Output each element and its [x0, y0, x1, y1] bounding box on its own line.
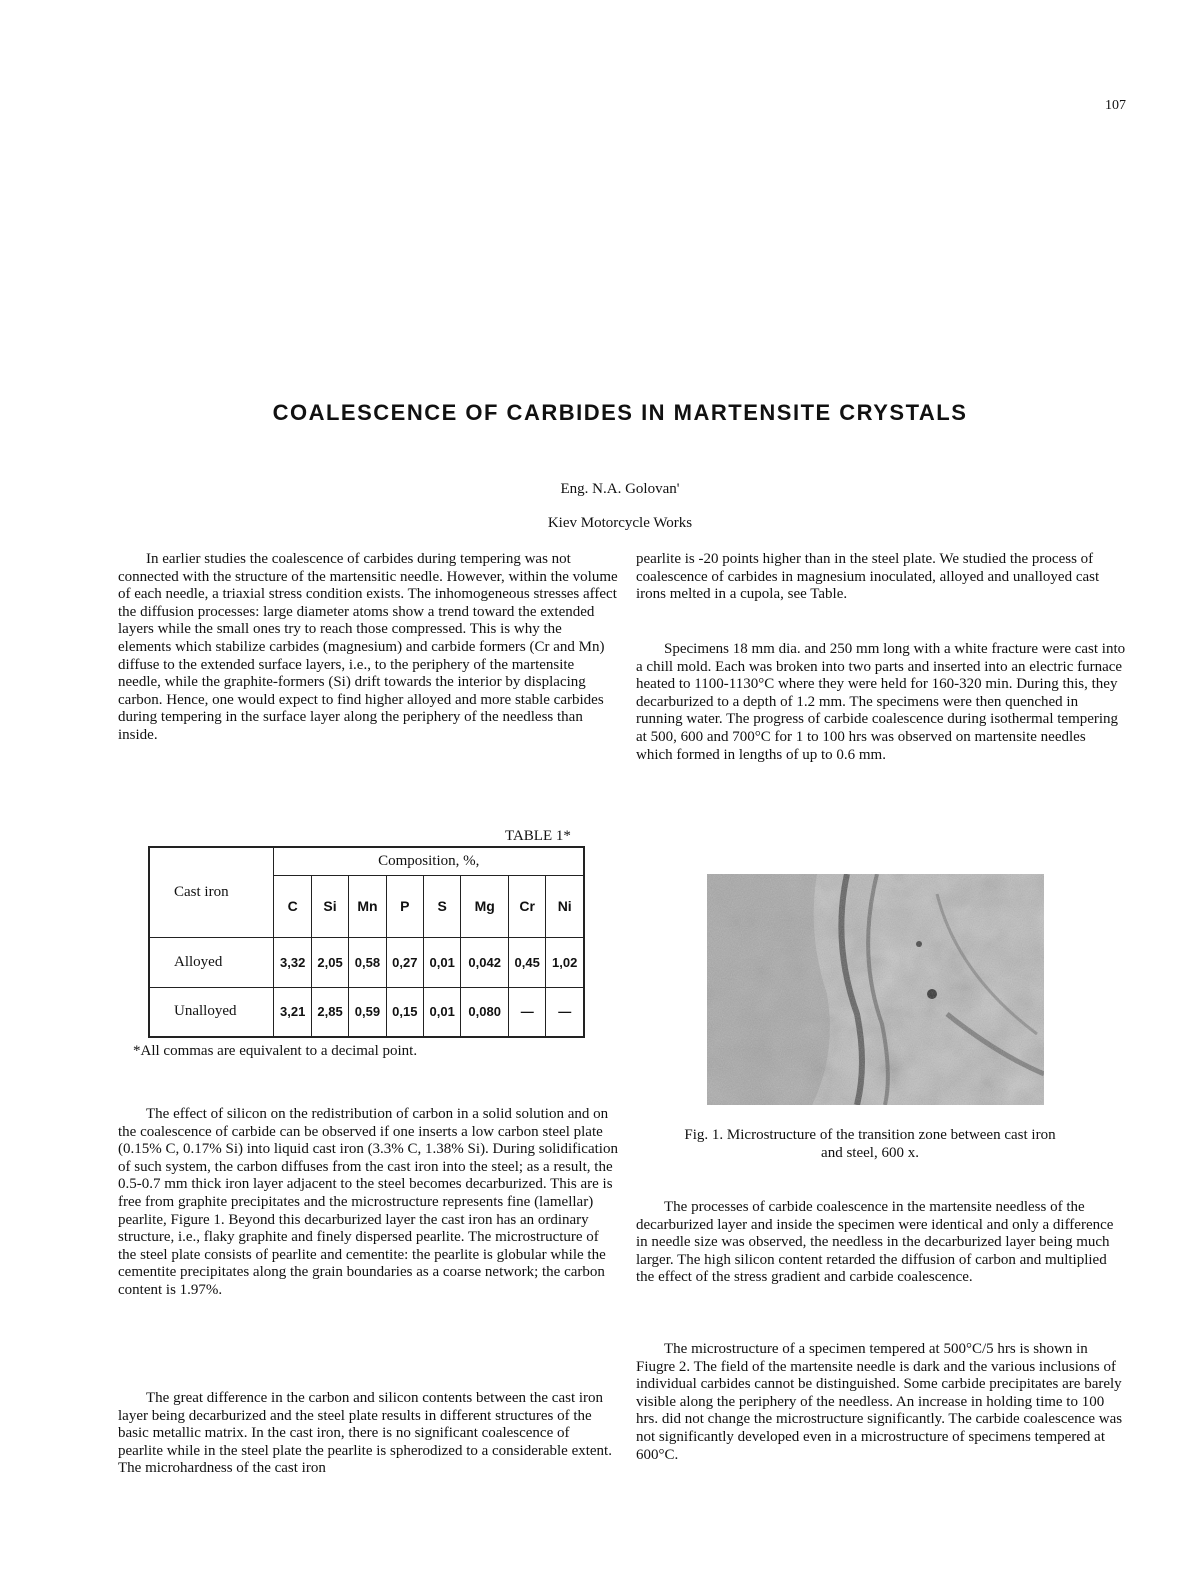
article-title: COALESCENCE OF CARBIDES IN MARTENSITE CRYSTALS	[272, 400, 968, 425]
table-caption: TABLE 1*	[505, 828, 571, 844]
right-column-paragraph-1: pearlite is -20 points higher than in the steel plate. We studied the process of coalescence of carbides in magnesium inoculated, alloyed and unalloyed cast irons melted in a cupola, see Table.	[636, 551, 1100, 603]
right-column-paragraph-4: The microstructure of a specimen tempered at 500°C/5 hrs is shown in Fiugre 2. The field of the martensite needle is dark and the various inclusions of individual carbides cannot be distinguished. Some carbide precipitates are barely visible along the periphery of the needless. An increase in holding time to 100 hrs. did not change the microstructure significantly. The carbide coalescence was not significantly developed even in a microstructure of specimens tempered at 600°C.	[636, 1341, 1123, 1463]
table-col-header: Mn	[349, 875, 386, 937]
table-col-header: P	[386, 875, 423, 937]
table-cell: 0,15	[386, 987, 423, 1037]
table-footnote: *All commas are equivalent to a decimal point.	[133, 1043, 418, 1059]
table-cell: 0,27	[386, 937, 423, 987]
right-column-paragraph-3: The processes of carbide coalescence in the martensite needless of the decarburized layer and inside the specimen were identical and only a difference in needle size was observed, the needless in the decarburized layer being much larger. The high silicon content retarded the diffusion of carbon and multiplied the effect of the stress gradient and carbide coalescence.	[636, 1199, 1114, 1286]
table-cell: 0,01	[423, 987, 460, 1037]
page-number: 107	[1105, 98, 1126, 113]
microstructure-photo	[707, 874, 1044, 1105]
table-cell: 3,21	[274, 987, 311, 1037]
table-cell: 0,080	[461, 987, 509, 1037]
table-col-header: Mg	[461, 875, 509, 937]
table-cell: 1,02	[546, 937, 584, 987]
table-col-header: Ni	[546, 875, 584, 937]
table-group-header: Composition, %,	[274, 847, 584, 875]
table-col-header: Si	[311, 875, 348, 937]
table-cell: 0,58	[349, 937, 386, 987]
table-col-header: Cr	[509, 875, 546, 937]
table-col-header: C	[274, 875, 311, 937]
table-cell: 0,01	[423, 937, 460, 987]
table-col-header: S	[423, 875, 460, 937]
table-row	[149, 937, 584, 987]
author: Eng. N.A. Golovan'	[560, 481, 680, 497]
table-cell: 2,85	[311, 987, 348, 1037]
left-column-paragraph-1: In earlier studies the coalescence of carbides during tempering was not connected with the structure of the martensitic needle. However, within the volume of each needle, a triaxial stress condition exists. The inhomogeneous stresses affect the diffusion processes: large diameter atoms show a trend toward the extended layers while the small ones try to reach those compressed. This is why the elements which stabilize carbides (magnesium) and carbide formers (Cr and Mn) diffuse to the extended surface layers, i.e., to the periphery of the martensite needle, while the graphite-formers (Si) drift towards the interior by displacing carbon. Hence, one would expect to find higher alloyed and more stable carbides during tempering in the surface layer along the periphery of the needless than inside.	[118, 551, 618, 743]
figure-caption: Fig. 1. Microstructure of the transition zone between cast iron and steel, 600 x.	[684, 1127, 1056, 1161]
table-cell: 0,59	[349, 987, 386, 1037]
table-row-name: Alloyed	[149, 937, 274, 987]
table-cell: —	[546, 987, 584, 1037]
table-cell: 3,32	[274, 937, 311, 987]
table-cell: —	[509, 987, 546, 1037]
table-row	[149, 987, 584, 1037]
composition-table	[148, 846, 585, 1038]
left-column-paragraph-2: The effect of silicon on the redistribution of carbon in a solid solution and on the coalescence of carbide can be observed if one inserts a low carbon steel plate (0.15% C, 0.17% Si) into liquid cast iron (3.3% C, 1.38% Si). During solidification of such system, the carbon diffuses from the cast iron into the steel; as a result, the 0.5-0.7 mm thick iron layer adjacent to the steel becomes decarburized. This are is free from graphite precipitates and the microstructure represents fine (lamellar) pearlite, Figure 1. Beyond this decarburized layer the cast iron has an ordinary structure, i.e., flaky graphite and finely dispersed pearlite. The microstructure of the steel plate consists of pearlite and cementite: the pearlite is globular while the cementite precipitates along the grain boundaries as a coarse network; the carbon content is 1.97%.	[118, 1106, 618, 1298]
right-column-paragraph-2: Specimens 18 mm dia. and 250 mm long with a white fracture were cast into a chill mold. Each was broken into two parts and inserted into an electric furnace heated to 1100-1130°C where they were held for 160-320 min. During this, they decarburized to a depth of 1.2 mm. The specimens were then quenched in running water. The progress of carbide coalescence during isothermal tempering at 500, 600 and 700°C for 1 to 100 hrs was observed on martensite needles which formed in lengths of up to 0.6 mm.	[636, 641, 1126, 763]
table-cell: 0,45	[509, 937, 546, 987]
table-row-header: Cast iron	[149, 847, 274, 937]
left-column-paragraph-3: The great difference in the carbon and silicon contents between the cast iron layer being decarburized and the steel plate results in different structures of the basic metallic matrix. In the cast iron, there is no significant coalescence of pearlite while in the steel plate the pearlite is spherodized to a considerable extent. The microhardness of the cast iron	[118, 1390, 612, 1477]
affiliation: Kiev Motorcycle Works	[547, 515, 693, 531]
table-cell: 0,042	[461, 937, 509, 987]
table-row-name: Unalloyed	[149, 987, 274, 1037]
table-cell: 2,05	[311, 937, 348, 987]
